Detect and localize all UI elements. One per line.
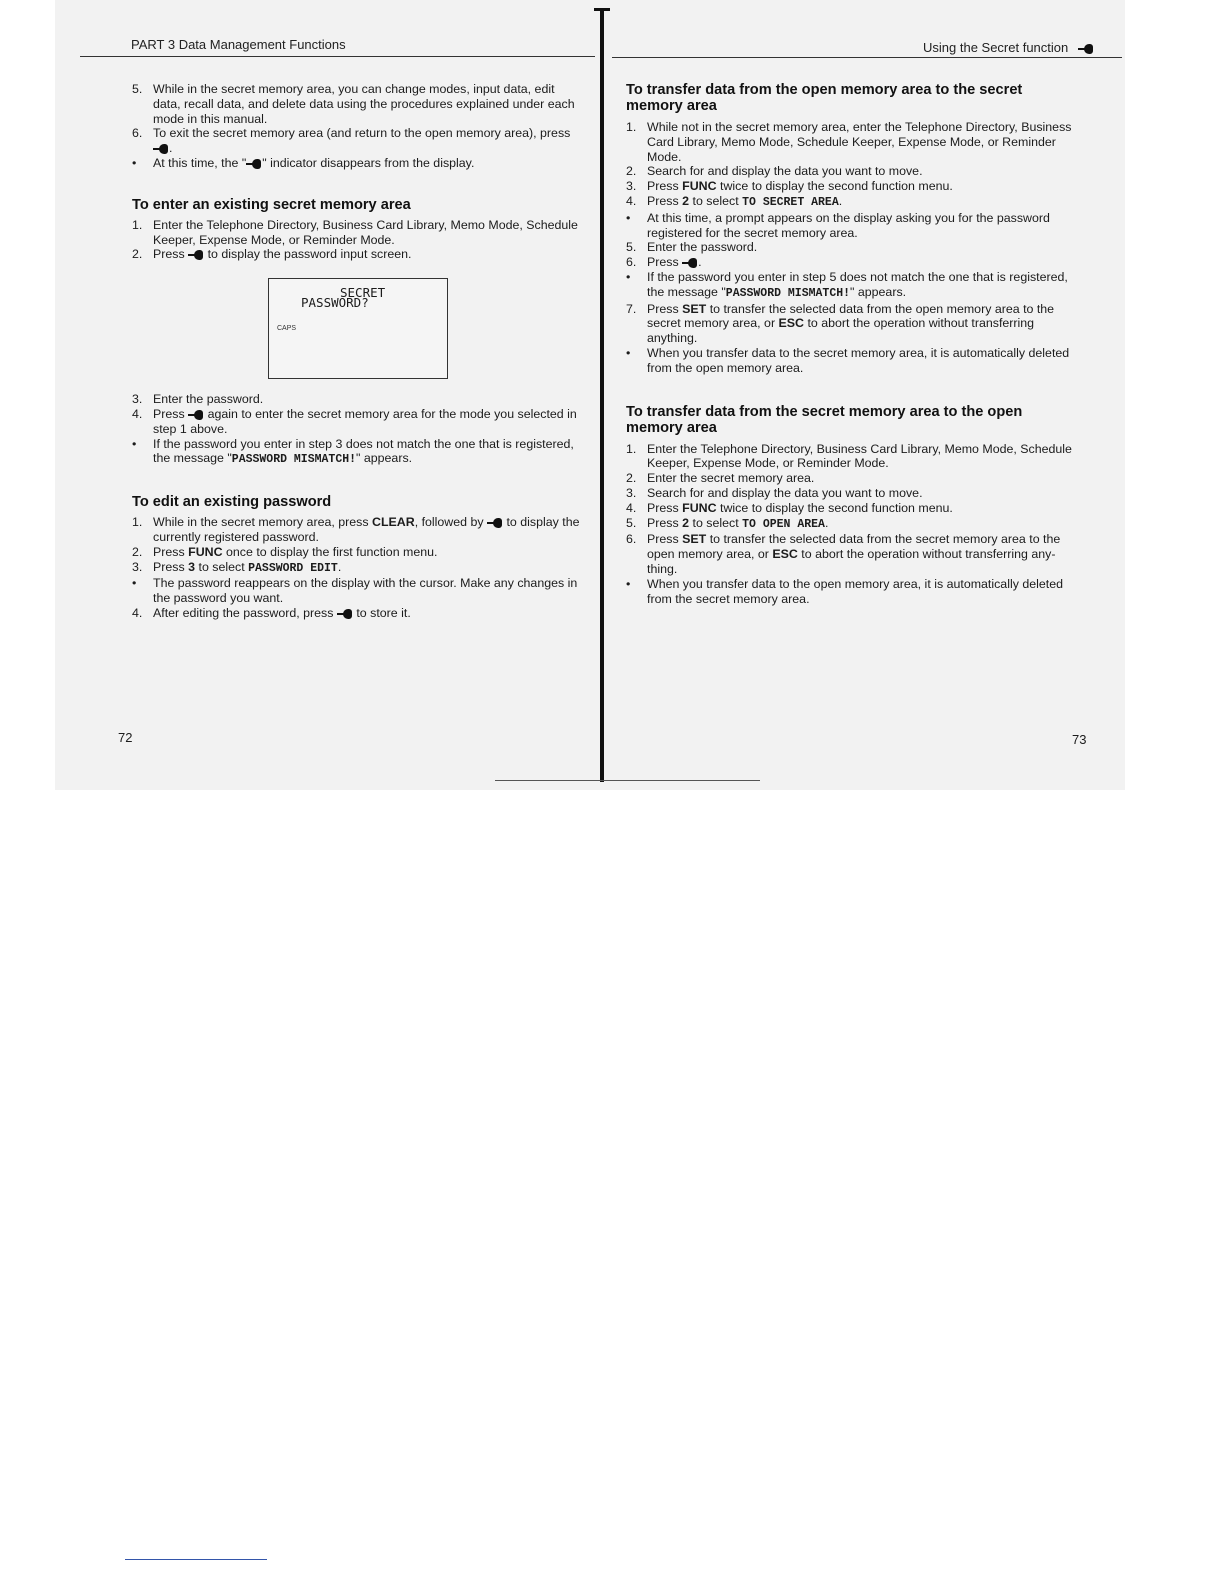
- list-item: 3. Press FUNC twice to display the second function menu.: [626, 179, 953, 194]
- list-item: 6. Press .: [626, 255, 702, 270]
- header-rule-right: [612, 57, 1122, 58]
- heading-transfer-to-secret: To transfer data from the open memory area to the secret memory area: [626, 82, 1023, 114]
- lcd-line-2: PASSWORD?: [301, 295, 369, 310]
- list-item: 1. Enter the Telephone Directory, Business Card Library, Memo Mode, Schedule Keeper, Expense Mode, or Reminder Mode.: [626, 441, 1072, 471]
- list-item: 5. While in the secret memory area, you can change modes, input data, edit data, recall data, and delete data using the procedures explained under each mode in this manual.: [132, 82, 575, 126]
- list-item: 3. Search for and display the data you want to move.: [626, 485, 923, 500]
- key-icon: [153, 144, 169, 154]
- list-item: 4. Press again to enter the secret memory area for the mode you selected in step 1 above.: [132, 406, 577, 436]
- lcd-display-illustration: [268, 278, 448, 379]
- page-binding: [600, 8, 604, 782]
- list-item: • If the password you enter in step 5 does not match the one that is registered, the message "PASSWORD MISMATCH!" appears.: [626, 269, 1068, 300]
- list-item: 7. Press SET to transfer the selected data from the open memory area to the secret memory area, or ESC to abort the operation without transferring anything.: [626, 301, 1055, 346]
- list-item: • At this time, a prompt appears on the display asking you for the password registered for the secret memory area.: [626, 210, 1050, 240]
- key-icon: [682, 258, 698, 268]
- page-number-left: 72: [118, 730, 133, 745]
- heading-enter-secret-area: To enter an existing secret memory area: [132, 196, 411, 213]
- running-head-left: PART 3 Data Management Functions: [131, 37, 346, 52]
- list-item: • When you transfer data to the open memory area, it is automatically deleted from the secret memory area.: [626, 576, 1063, 606]
- list-item: 6. To exit the secret memory area (and return to the open memory area), press .: [132, 126, 571, 156]
- list-item: • The password reappears on the display with the cursor. Make any changes in the password you want.: [132, 576, 578, 606]
- list-item: • When you transfer data to the secret memory area, it is automatically deleted from the open memory area.: [626, 345, 1070, 375]
- list-item: 4. After editing the password, press to store it.: [132, 605, 411, 620]
- heading-edit-password: To edit an existing password: [132, 494, 332, 511]
- header-rule-left: [80, 56, 595, 57]
- list-item: 5. Press 2 to select TO OPEN AREA.: [626, 515, 829, 531]
- list-item: 2. Enter the secret memory area.: [626, 471, 815, 486]
- list-item: 2. Press FUNC once to display the first function menu.: [132, 544, 438, 559]
- lcd-caps-indicator: CAPS: [277, 325, 297, 332]
- running-head-right: [923, 40, 1094, 55]
- key-icon: [487, 518, 503, 528]
- list-item: 5. Enter the password.: [626, 240, 758, 255]
- list-item: 6. Press SET to transfer the selected data from the secret memory area to the open memory area, or ESC to abort the operation without transferring any-thing.: [626, 532, 1061, 576]
- list-item: 1. While not in the secret memory area, enter the Telephone Directory, Business Card Library, Memo Mode, Schedule Keeper, Expense Mode, or Reminder Mode.: [626, 120, 1072, 164]
- list-item: 1. Enter the Telephone Directory, Business Card Library, Memo Mode, Schedule Keeper, Expense Mode, or Reminder Mode.: [132, 217, 578, 247]
- list-item: 4. Press FUNC twice to display the second function menu.: [626, 500, 953, 515]
- key-icon: [246, 159, 262, 169]
- running-head-right-text: Using the Secret function: [923, 40, 1069, 55]
- list-item: 2. Press to display the password input screen.: [132, 247, 412, 262]
- list-item: • At this time, the " " indicator disappears from the display.: [132, 155, 475, 170]
- lcd-line-1: SECRET: [340, 285, 386, 300]
- bottom-rule: [495, 780, 760, 781]
- right-column: [626, 82, 1076, 606]
- list-item: 4. Press 2 to select TO SECRET AREA.: [626, 193, 843, 209]
- key-icon: [188, 410, 204, 420]
- list-item: 3. Press 3 to select PASSWORD EDIT.: [132, 559, 342, 575]
- heading-transfer-to-open: To transfer data from the secret memory area to the open memory area: [626, 403, 1023, 436]
- footer-rule: [125, 1559, 267, 1560]
- list-item: 1. While in the secret memory area, press CLEAR, followed by to display the currently registered password.: [132, 515, 580, 544]
- key-icon: [188, 250, 204, 260]
- key-icon: [337, 609, 353, 619]
- list-item: • If the password you enter in step 3 does not match the one that is registered, the message "PASSWORD MISMATCH!" appears.: [132, 436, 574, 467]
- list-item: 3. Enter the password.: [132, 392, 264, 407]
- list-item: 2. Search for and display the data you want to move.: [626, 164, 923, 179]
- key-icon: [1078, 44, 1094, 54]
- page-number-right: 73: [1072, 732, 1087, 747]
